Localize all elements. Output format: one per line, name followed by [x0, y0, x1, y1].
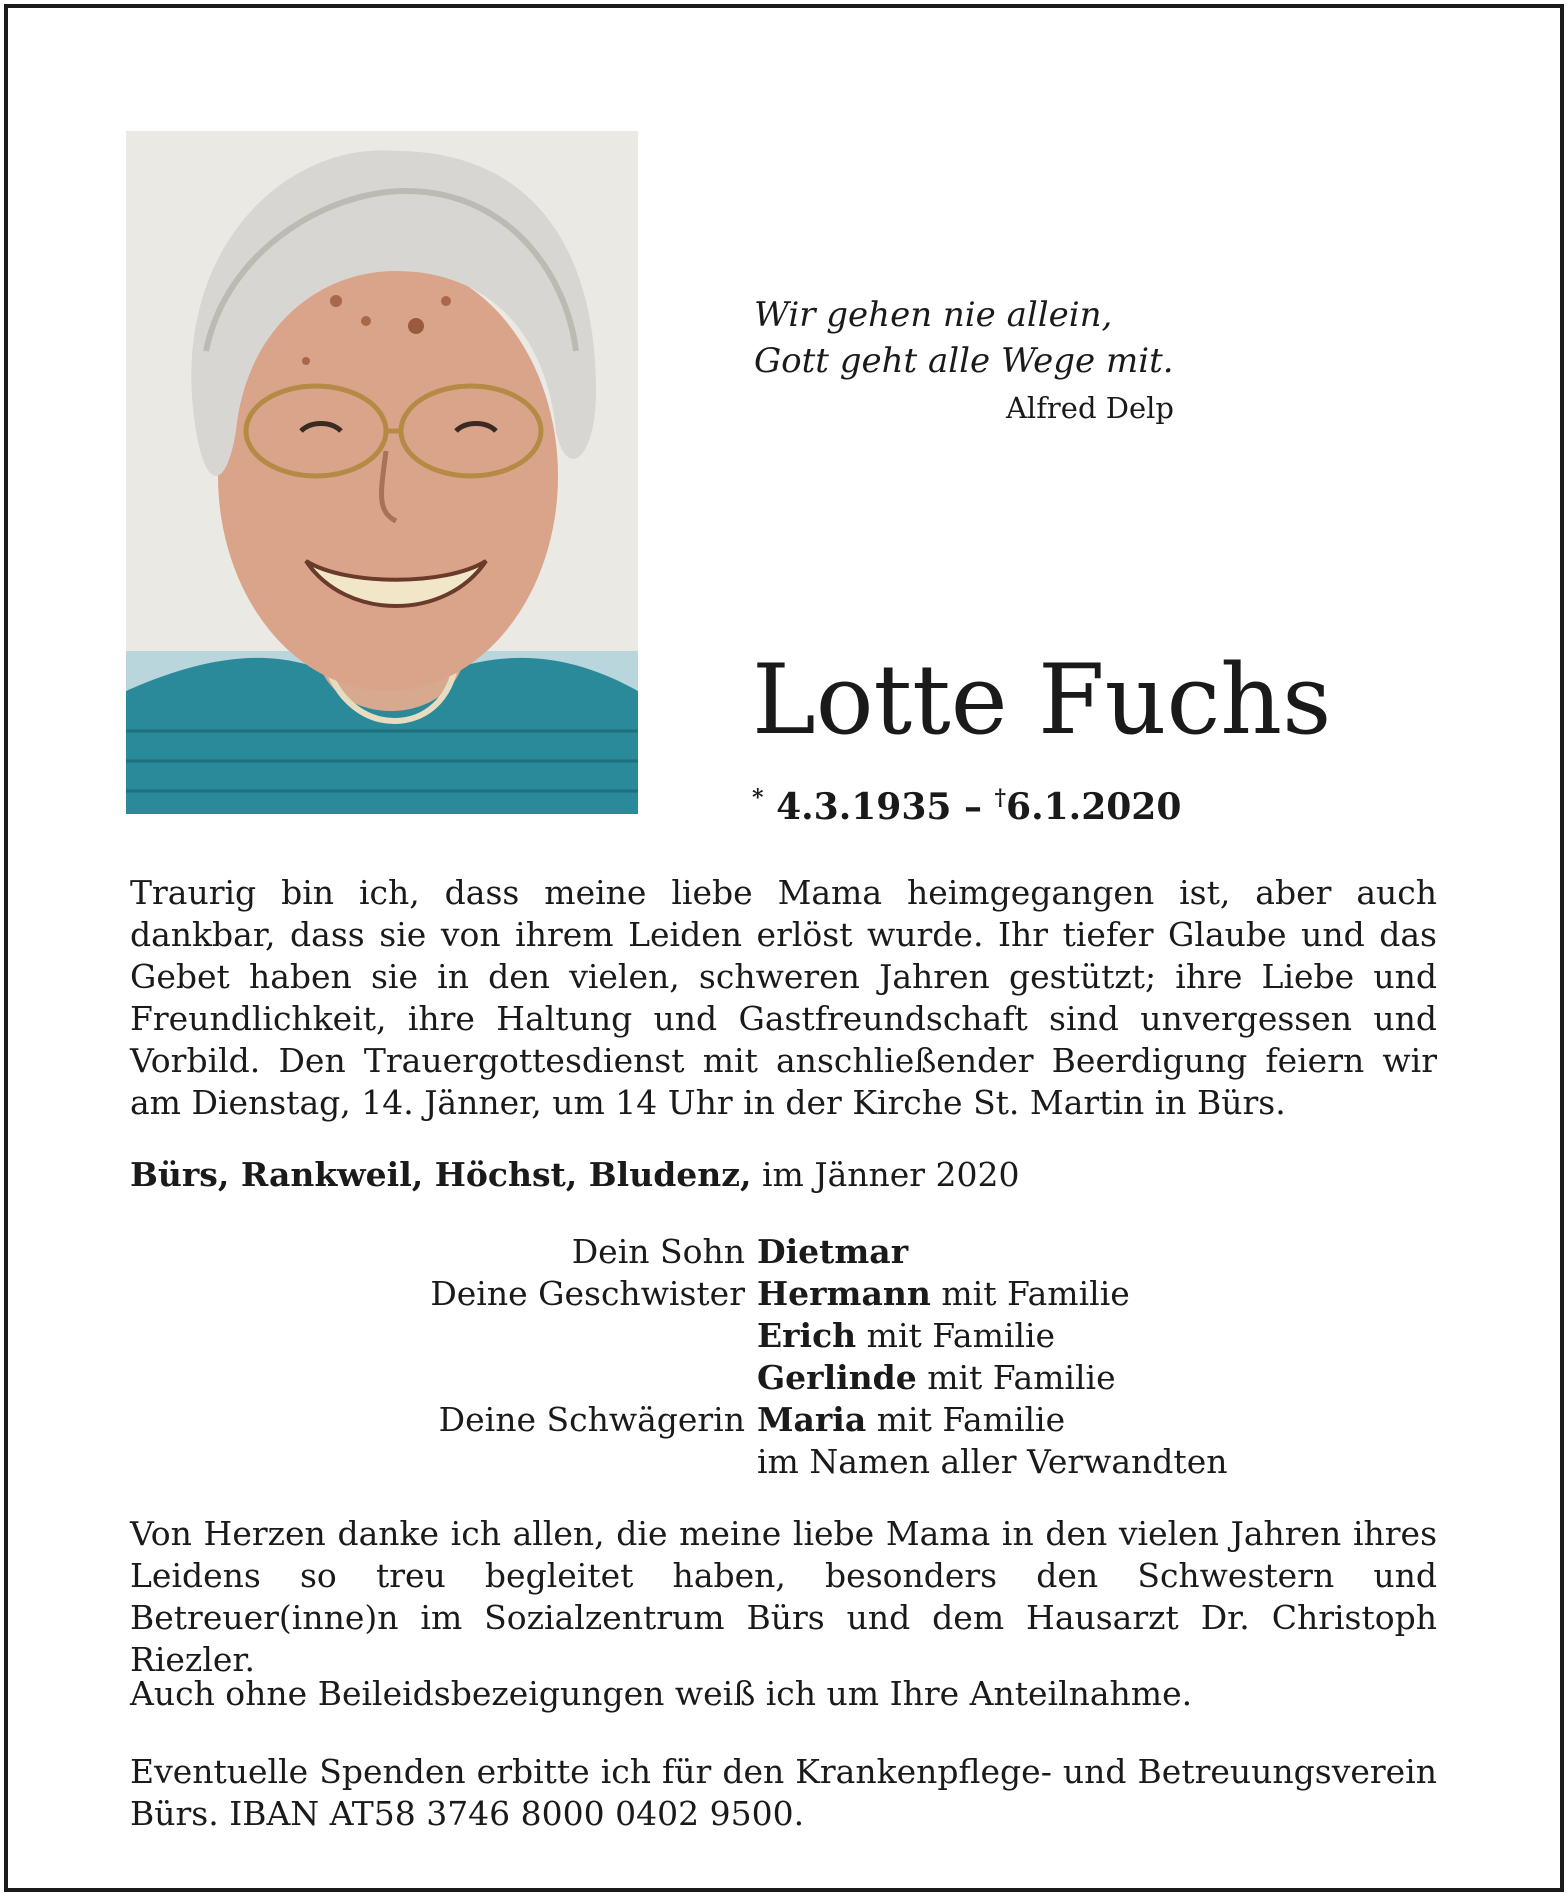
family-relation — [130, 1357, 757, 1399]
family-row — [130, 1357, 1437, 1399]
quote-line-1: Wir gehen nie allein, — [754, 295, 1113, 335]
intro-paragraph: Traurig bin ich, dass meine liebe Mama heimgegangen ist, aber auch dankbar, dass sie von ihrem Leiden erlöst wurde. Ihr tiefer Glaube und das Gebet haben sie in den vielen, schweren Jahren gestützt; ihre Liebe und Freundlichkeit, ihre Haltung und Gastfreundschaft sind unvergessen und Vorbild. Den Trauergottesdienst mit anschließender Beerdigung feiern wir am Dienstag, 14. Jänner, um 14 Uhr in der Kirche St. Martin in Bürs. — [130, 873, 1437, 1122]
family-row — [130, 1315, 1437, 1357]
quote-author: Alfred Delp — [1005, 391, 1174, 425]
family-suffix: mit Familie — [866, 1316, 1056, 1355]
family-row — [130, 1441, 1437, 1483]
portrait-photo — [126, 131, 638, 814]
family-name: Hermann — [757, 1274, 931, 1313]
thanks-paragraph: Von Herzen danke ich allen, die meine liebe Mama in den vielen Jahren ihres Leidens so treu begleitet haben, besonders den Schwestern und Betreuer(inne)n im Sozialzentrum Bürs und dem Hausarzt Dr. Christoph Riezler. — [130, 1514, 1437, 1679]
date-separator: – — [963, 786, 982, 828]
places-line — [130, 1154, 1020, 1196]
family-relation: Deine Schwägerin — [438, 1400, 745, 1439]
birth-date: 4.3.1935 — [776, 786, 952, 828]
family-suffix: mit Familie — [876, 1400, 1066, 1439]
places-date: im Jänner 2020 — [762, 1155, 1020, 1194]
death-date: 6.1.2020 — [1006, 786, 1182, 828]
family-relation — [130, 1315, 757, 1357]
deceased-name: Lotte Fuchs — [752, 644, 1332, 756]
family-row — [130, 1273, 1437, 1315]
quote-block — [754, 292, 1174, 428]
family-suffix: mit Familie — [941, 1274, 1130, 1313]
donations-paragraph: Eventuelle Spenden erbitte ich für den Krankenpflege- und Betreuungsverein Bürs. IBAN AT58 3746 8000 0402 9500. — [130, 1752, 1437, 1833]
family-relation: Deine Geschwister — [430, 1274, 745, 1313]
family-suffix: im Namen aller Verwandten — [757, 1442, 1228, 1481]
condolences-paragraph: Auch ohne Beileidsbezeigungen weiß ich um Ihre Anteilnahme. — [130, 1674, 1193, 1713]
life-dates — [752, 774, 1181, 831]
family-name: Maria — [757, 1400, 867, 1439]
family-relation — [130, 1441, 757, 1483]
family-list — [130, 1231, 1437, 1483]
family-name: Gerlinde — [757, 1358, 917, 1397]
birth-symbol: * — [752, 785, 764, 811]
family-row — [130, 1231, 1437, 1273]
family-relation: Dein Sohn — [571, 1232, 745, 1271]
family-name: Erich — [757, 1316, 857, 1355]
family-name: Dietmar — [757, 1232, 909, 1271]
family-suffix: mit Familie — [927, 1358, 1116, 1397]
family-row — [130, 1399, 1437, 1441]
death-symbol: † — [994, 785, 1007, 811]
places-towns: Bürs, Rankweil, Höchst, Bludenz, — [130, 1155, 752, 1194]
quote-line-2: Gott geht alle Wege mit. — [754, 341, 1174, 381]
